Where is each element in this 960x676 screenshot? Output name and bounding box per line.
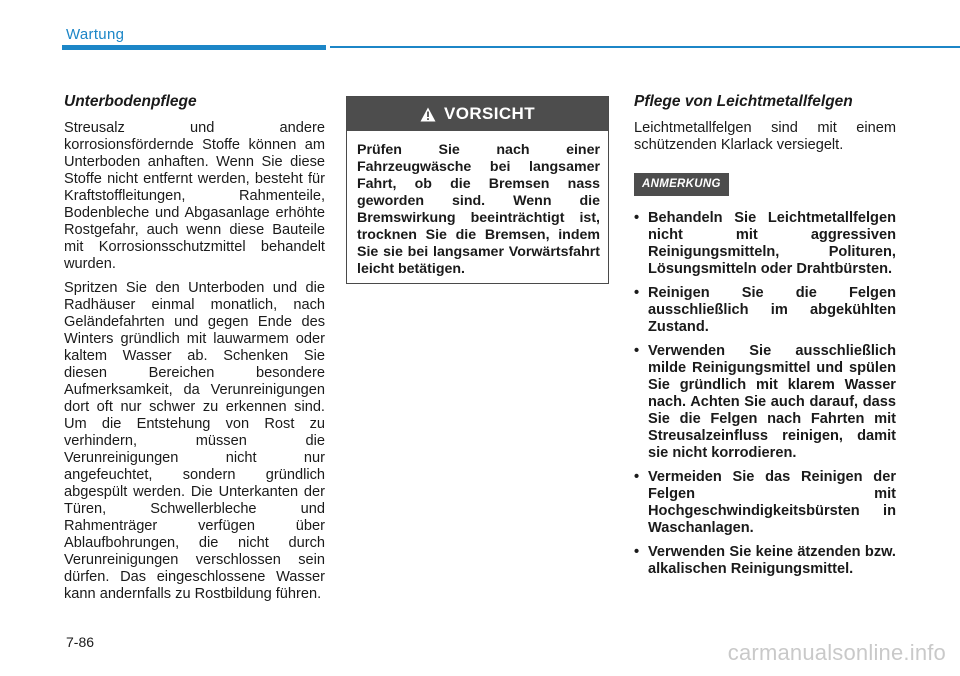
list-item — [634, 285, 896, 336]
warning-triangle-icon — [420, 107, 436, 122]
underbody-paragraph-2: Spritzen Sie den Unterboden und die Radhäuser einmal monatlich, nach Geländefahrten und gegen Ende des Winters gründlich mit lauwarmem oder kaltem Wasser ab. Schenken Sie diesen Bereichen besondere Aufmerksamkeit, da Verunreinigungen dort oft nur schwer zu erkennen sind. Um die Entstehung von Rost zu verhindern, müssen die Verunreinigungen nicht nur angefeuchtet, sondern gründlich abgespült werden. Die Unterkanten der Türen, Schwellerbleche und Rahmenträger verfügen über Ablaufbohrungen, die nicht durch Verunreinigungen verschlossen sein dürfen. Das eingeschlossene Wasser kann andernfalls zu Rostbildung führen. — [64, 280, 325, 602]
alloy-wheel-care-heading: Pflege von Leichtmetallfelgen — [634, 93, 853, 110]
bullet-dot: • — [634, 544, 640, 560]
bullet-dot: • — [634, 343, 640, 359]
list-item — [634, 469, 896, 537]
list-item — [634, 210, 896, 278]
list-item-text: Vermeiden Sie das Reinigen der Felgen mit Hochgeschwindigkeitsbürsten in Waschanlagen. — [648, 469, 896, 536]
watermark: carmanualsonline.info — [727, 640, 946, 665]
header-rule — [330, 46, 960, 48]
right-column — [634, 92, 896, 585]
list-item-text: Verwenden Sie ausschließlich milde Reinigungsmittel und spülen Sie gründlich mit klarem Wasser nach. Achten Sie auch darauf, dass Sie die Felgen nach Fahrten mit Streusalzeinfluss reinigen, damit sie nicht korrodieren. — [648, 343, 896, 461]
list-item-text: Behandeln Sie Leichtmetallfelgen nicht mit aggressiven Reinigungsmitteln, Polituren, Lösungsmitteln oder Drahtbürsten. — [648, 210, 896, 277]
underbody-care-heading: Unterbodenpflege — [64, 93, 197, 110]
caution-header — [347, 97, 608, 131]
caution-box — [346, 96, 609, 284]
underbody-paragraph-1: Streusalz und andere korrosionsfördernde Stoffe können am Unterboden anhaften. Wenn Sie diese Stoffe nicht entfernt werden, besteht für Kraftstoffleitungen, Rahmenteile, Bodenbleche und Abgasanlage erhöhte Rostgefahr, auch wenn diese Bauteile mit Korrosionsschutzmittel behandelt wurden. — [64, 120, 325, 272]
note-badge: ANMERKUNG — [634, 173, 729, 196]
bullet-dot: • — [634, 285, 640, 301]
list-item — [634, 544, 896, 578]
note-bullet-list — [634, 210, 896, 578]
bullet-dot: • — [634, 469, 640, 485]
list-item-text: Reinigen Sie die Felgen ausschließlich im abgekühlten Zustand. — [648, 285, 896, 335]
section-header: Wartung — [66, 26, 125, 43]
header-accent-bar — [62, 45, 326, 50]
list-item — [634, 343, 896, 462]
alloy-wheel-intro: Leichtmetallfelgen sind mit einem schützenden Klarlack versiegelt. — [634, 120, 896, 153]
caution-title: VORSICHT — [443, 104, 536, 123]
list-item-text: Verwenden Sie keine ätzenden bzw. alkalischen Reinigungsmittel. — [648, 544, 896, 577]
left-column — [64, 92, 325, 610]
caution-text: Prüfen Sie nach einer Fahrzeugwäsche bei langsamer Fahrt, ob die Bremsen nass geworden sind. Wenn die Bremswirkung beeinträchtigt ist, trocknen Sie die Bremsen, indem Sie sie bei langsamer Vorwärtsfahrt leicht betätigen. — [357, 142, 600, 277]
bullet-dot: • — [634, 210, 640, 226]
page-number: 7-86 — [66, 634, 95, 650]
